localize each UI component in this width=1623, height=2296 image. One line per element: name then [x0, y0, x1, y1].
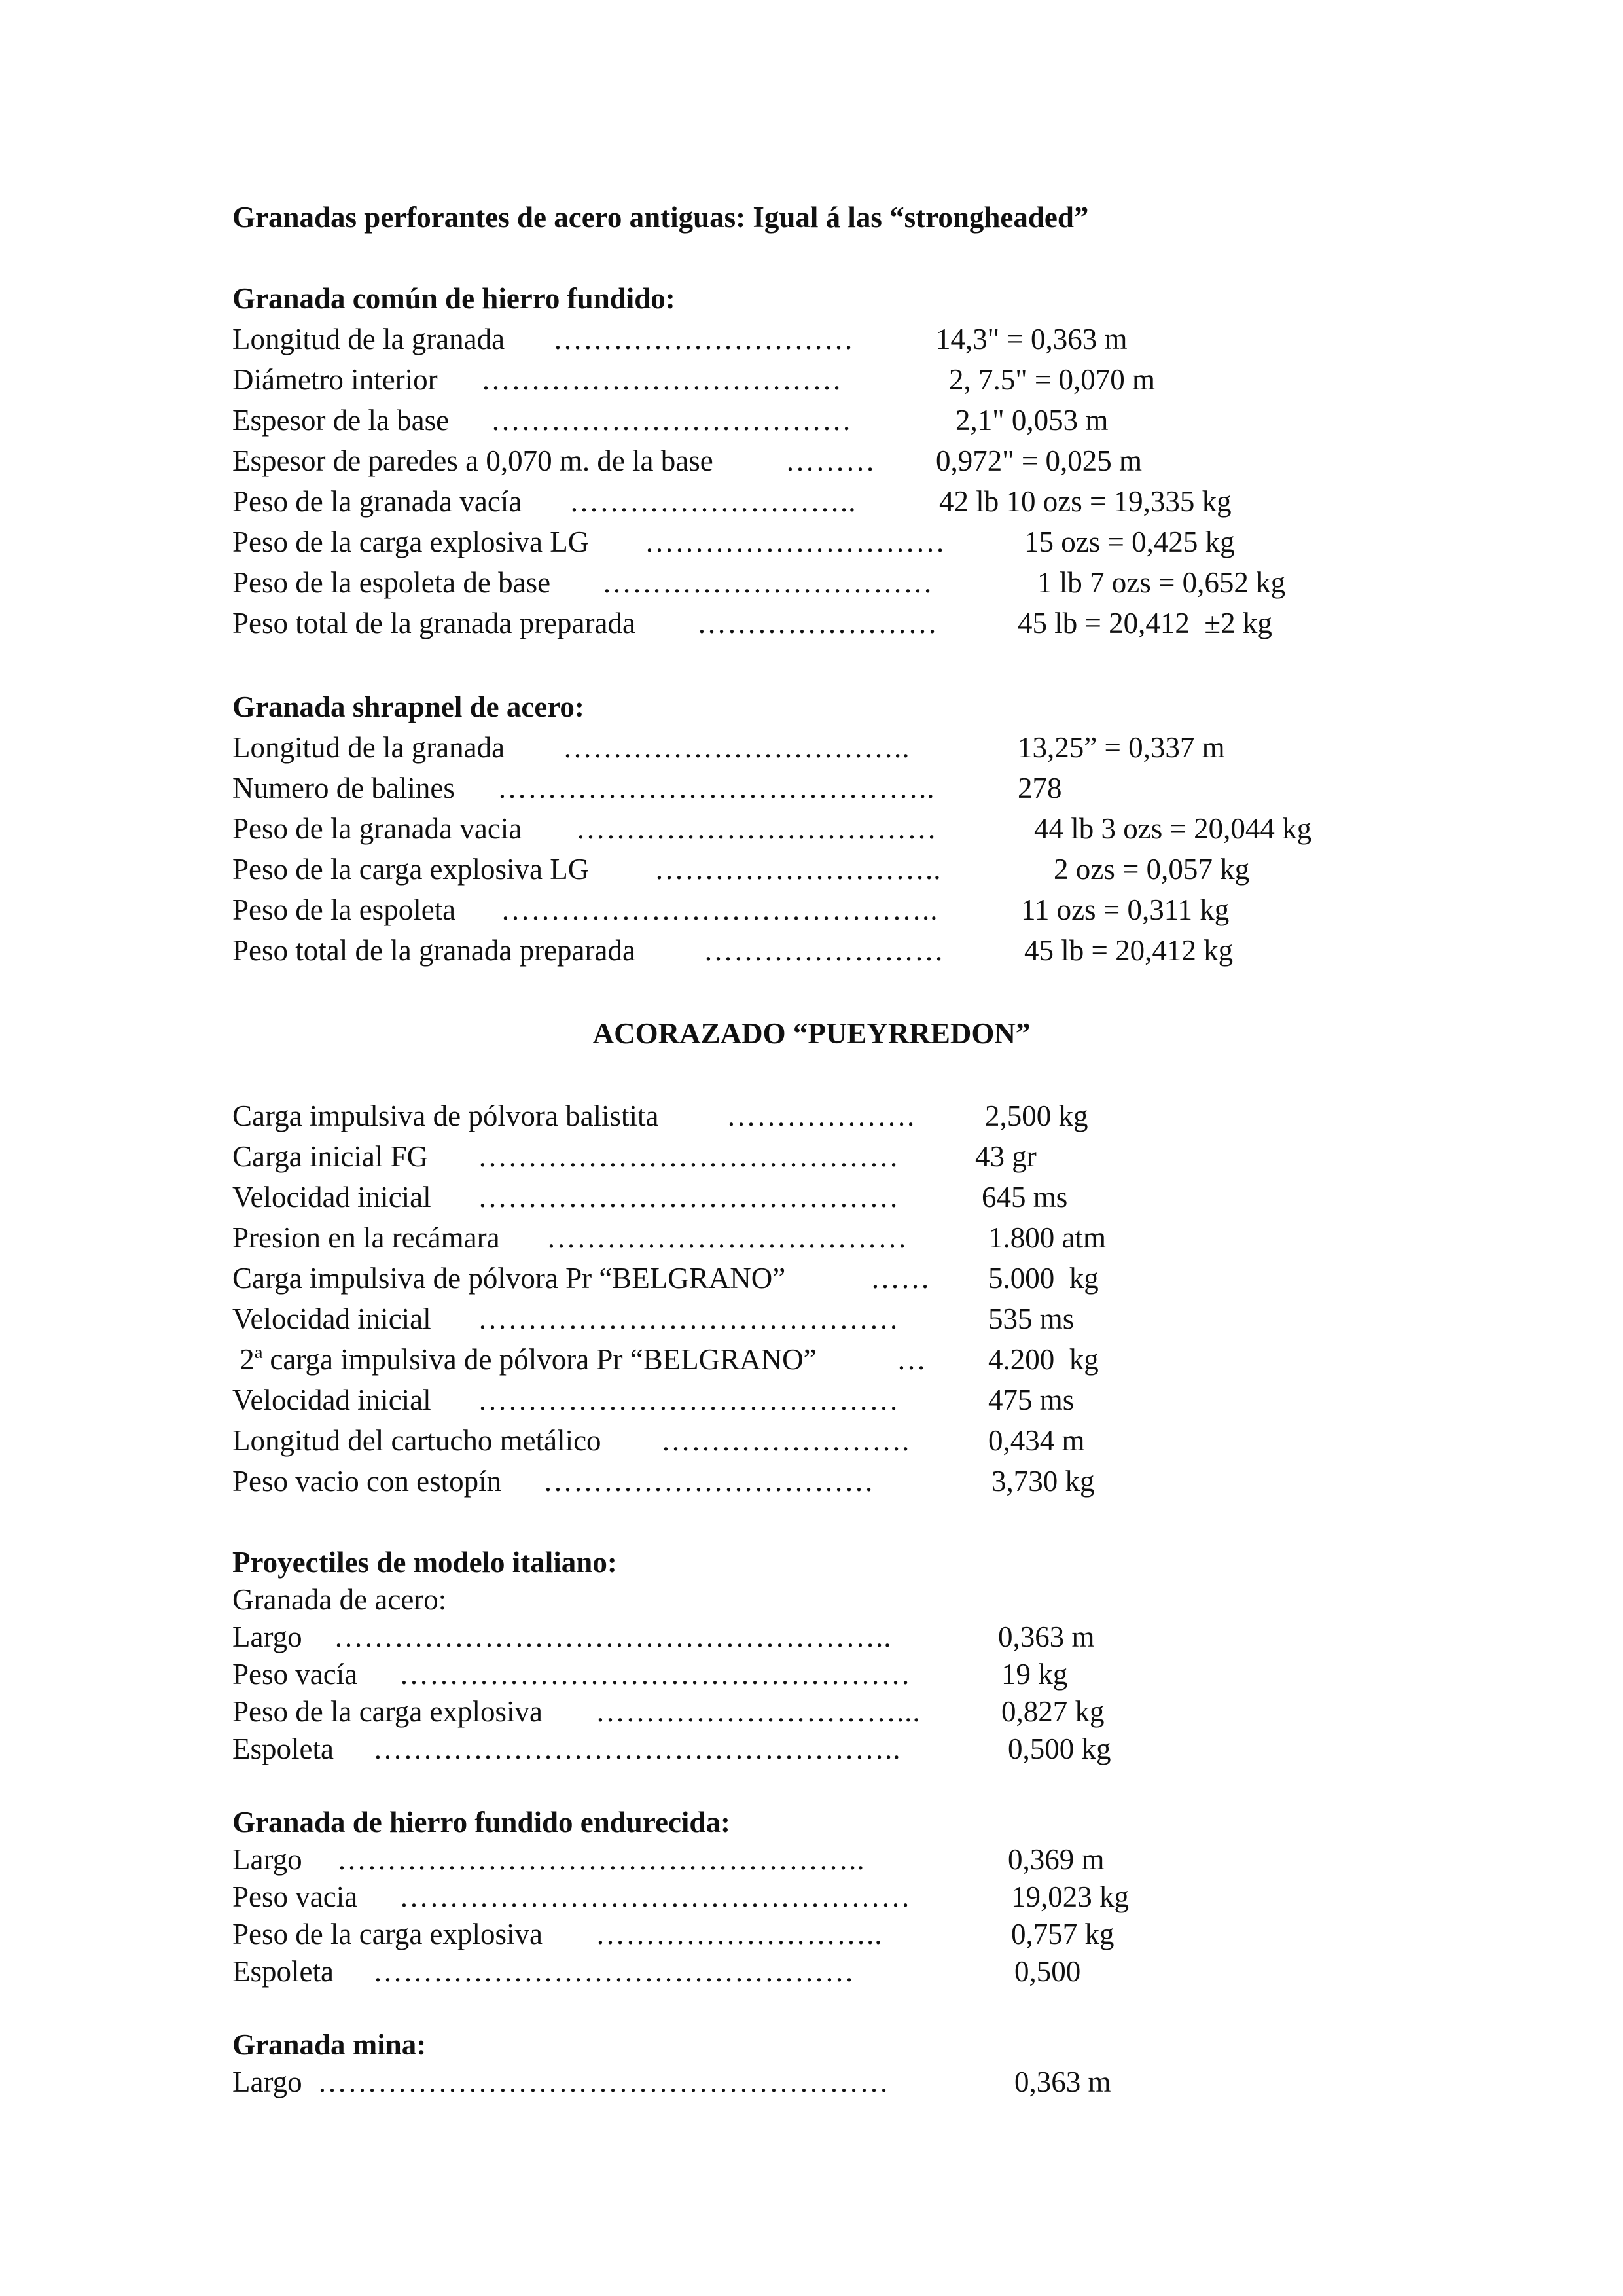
leader-dots: ………………………… [645, 526, 946, 558]
table-row [232, 1617, 1541, 1657]
leader-dots: …………………………… [602, 566, 933, 599]
row-label: Peso de la espoleta [232, 893, 456, 926]
section-title-cast-iron: Granada común de hierro fundido: [232, 282, 675, 315]
leader-dots: ………………. [726, 1100, 916, 1132]
row-label: Carga inicial FG [232, 1140, 429, 1173]
leader-dots: ………………………………………………… [317, 2066, 889, 2098]
leader-dots: ……………………. [661, 1424, 910, 1457]
leader-dots: …………………………….. [563, 731, 910, 764]
row-label: 2ª carga impulsiva de pólvora Pr “BELGRANO” [232, 1343, 817, 1376]
leader-dots: …………………………………….. [497, 772, 935, 804]
row-label: Carga impulsiva de pólvora Pr “BELGRANO” [232, 1262, 786, 1295]
table-row [232, 603, 1541, 643]
row-value: 43 gr [975, 1140, 1037, 1173]
row-value: 11 ozs = 0,311 kg [1021, 893, 1230, 926]
table-row [232, 400, 1541, 440]
row-label: Peso de la espoleta de base [232, 566, 551, 599]
row-label: Espoleta [232, 1955, 334, 1988]
row-value: 2 ozs = 0,057 kg [1054, 853, 1250, 886]
leader-dots: …………………………………………… [399, 1658, 911, 1691]
row-label: Largo [232, 1621, 302, 1653]
row-value: 278 [1018, 772, 1062, 804]
row-value: 2,500 kg [985, 1100, 1088, 1132]
leader-dots: …………………………………………… [399, 1880, 911, 1913]
row-value: 1.800 atm [988, 1221, 1106, 1254]
row-value: 0,827 kg [1001, 1695, 1105, 1728]
row-value: 45 lb = 20,412 ±2 kg [1018, 607, 1272, 639]
leader-dots: ……………………………… [491, 404, 852, 437]
section-title-mine-shell: Granada mina: [232, 2028, 427, 2061]
row-value: 45 lb = 20,412 kg [1024, 934, 1234, 967]
table-row [232, 1691, 1541, 1732]
row-label: Largo [232, 2066, 302, 2098]
table-row [232, 1729, 1541, 1769]
row-label: Peso de la granada vacía [232, 485, 522, 518]
leader-dots: …………………… [704, 934, 944, 967]
row-label: Carga impulsiva de pólvora balistita [232, 1100, 659, 1132]
row-value: 475 ms [988, 1384, 1075, 1416]
row-value: 44 lb 3 ozs = 20,044 kg [1034, 812, 1312, 845]
section-title-italian-projectiles: Proyectiles de modelo italiano: [232, 1546, 617, 1579]
table-row [232, 1177, 1541, 1217]
row-value: 0,757 kg [1011, 1918, 1115, 1950]
row-value: 5.000 kg [988, 1262, 1099, 1295]
table-row [232, 1258, 1541, 1299]
leader-dots: …………………… [697, 607, 938, 639]
row-label: Peso de la granada vacia [232, 812, 522, 845]
table-row [232, 1420, 1541, 1461]
row-label: Presion en la recámara [232, 1221, 500, 1254]
leader-dots: …… [870, 1262, 931, 1295]
leader-dots: …………………………… [543, 1465, 874, 1498]
row-label: Espesor de la base [232, 404, 450, 437]
table-row [232, 1339, 1541, 1380]
leader-dots: …………………………………….. [501, 893, 938, 926]
row-label: Peso de la carga explosiva LG [232, 853, 590, 886]
leader-dots: …………………………………………….. [337, 1843, 865, 1876]
row-value: 19,023 kg [1011, 1880, 1129, 1913]
row-value: 645 ms [982, 1181, 1068, 1213]
row-value: 3,730 kg [991, 1465, 1095, 1498]
table-row [232, 522, 1541, 562]
row-label: Peso vacio con estopín [232, 1465, 502, 1498]
row-value: 0,434 m [988, 1424, 1085, 1457]
section-title-shrapnel: Granada shrapnel de acero: [232, 691, 584, 723]
table-row [232, 1951, 1541, 1992]
leader-dots: ………………………………………… [373, 1955, 855, 1988]
row-label: Longitud de la granada [232, 323, 505, 355]
table-row [232, 1914, 1541, 1954]
row-label: Longitud del cartucho metálico [232, 1424, 601, 1457]
row-value: 15 ozs = 0,425 kg [1024, 526, 1235, 558]
row-label: Velocidad inicial [232, 1302, 431, 1335]
table-row [232, 930, 1541, 971]
row-value: 2,1" 0,053 m [955, 404, 1109, 437]
row-label: Espoleta [232, 1732, 334, 1765]
row-label: Peso de la carga explosiva [232, 1695, 543, 1728]
row-value: 1 lb 7 ozs = 0,652 kg [1037, 566, 1286, 599]
table-row [232, 1380, 1541, 1420]
table-row [232, 808, 1541, 849]
leader-dots: …………………………………… [478, 1181, 899, 1213]
leader-dots: ……………………………… [576, 812, 937, 845]
table-row [232, 1839, 1541, 1880]
table-row [232, 768, 1541, 808]
table-row [232, 562, 1541, 603]
row-label: Longitud de la granada [232, 731, 505, 764]
leader-dots: ……………………………… [481, 363, 842, 396]
row-label: Peso vacía [232, 1658, 358, 1691]
row-value: 0,369 m [1008, 1843, 1105, 1876]
table-row [232, 849, 1541, 889]
row-label: Largo [232, 1843, 302, 1876]
table-row [232, 1217, 1541, 1258]
row-value: 0,500 [1014, 1955, 1081, 1988]
row-value: 42 lb 10 ozs = 19,335 kg [939, 485, 1232, 518]
row-value: 2, 7.5" = 0,070 m [949, 363, 1155, 396]
row-label: Diámetro interior [232, 363, 438, 396]
row-value: 13,25” = 0,337 m [1018, 731, 1225, 764]
heading-old-armor-piercing: Granadas perforantes de acero antiguas: Igual á las “strongheaded” [232, 201, 1089, 234]
table-row [232, 319, 1541, 359]
section-title-hardened-cast-iron: Granada de hierro fundido endurecida: [232, 1806, 730, 1839]
table-row [232, 1461, 1541, 1501]
table-row [232, 1876, 1541, 1917]
leader-dots: ……………………….. [596, 1918, 883, 1950]
leader-dots: ……………………………………………….. [334, 1621, 892, 1653]
row-value: 19 kg [1001, 1658, 1068, 1691]
table-row [232, 889, 1541, 930]
section-subtitle-steel-shell: Granada de acero: [232, 1583, 447, 1616]
heading-acorazado-pueyrredon: ACORAZADO “PUEYRREDON” [592, 1017, 1031, 1050]
row-value: 14,3" = 0,363 m [936, 323, 1128, 355]
table-row [232, 727, 1541, 768]
table-row [232, 440, 1541, 481]
row-value: 0,363 m [998, 1621, 1095, 1653]
row-label: Peso total de la granada preparada [232, 934, 635, 967]
leader-dots: …………………………………………….. [373, 1732, 901, 1765]
leader-dots: … [897, 1343, 927, 1376]
table-row [232, 1136, 1541, 1177]
row-value: 0,972" = 0,025 m [936, 444, 1142, 477]
row-label: Velocidad inicial [232, 1384, 431, 1416]
row-label: Velocidad inicial [232, 1181, 431, 1213]
table-row [232, 2062, 1541, 2102]
table-row [232, 1654, 1541, 1695]
row-value: 0,500 kg [1008, 1732, 1111, 1765]
table-row [232, 481, 1541, 522]
leader-dots: ……………………………… [546, 1221, 908, 1254]
row-value: 535 ms [988, 1302, 1075, 1335]
row-value: 0,363 m [1014, 2066, 1111, 2098]
row-label: Espesor de paredes a 0,070 m. de la base [232, 444, 713, 477]
row-label: Peso total de la granada preparada [232, 607, 635, 639]
row-label: Peso de la carga explosiva LG [232, 526, 590, 558]
leader-dots: ………………………… [553, 323, 854, 355]
row-label: Peso de la carga explosiva [232, 1918, 543, 1950]
table-row [232, 359, 1541, 400]
leader-dots: ……… [785, 444, 876, 477]
table-row [232, 1096, 1541, 1136]
leader-dots: ……………………….. [569, 485, 857, 518]
leader-dots: …………………………………… [478, 1384, 899, 1416]
table-row [232, 1299, 1541, 1339]
row-label: Peso vacia [232, 1880, 358, 1913]
row-value: 4.200 kg [988, 1343, 1099, 1376]
row-label: Numero de balines [232, 772, 455, 804]
leader-dots: …………………………... [596, 1695, 921, 1728]
leader-dots: …………………………………… [478, 1302, 899, 1335]
leader-dots: ……………………….. [654, 853, 942, 886]
leader-dots: …………………………………… [478, 1140, 899, 1173]
